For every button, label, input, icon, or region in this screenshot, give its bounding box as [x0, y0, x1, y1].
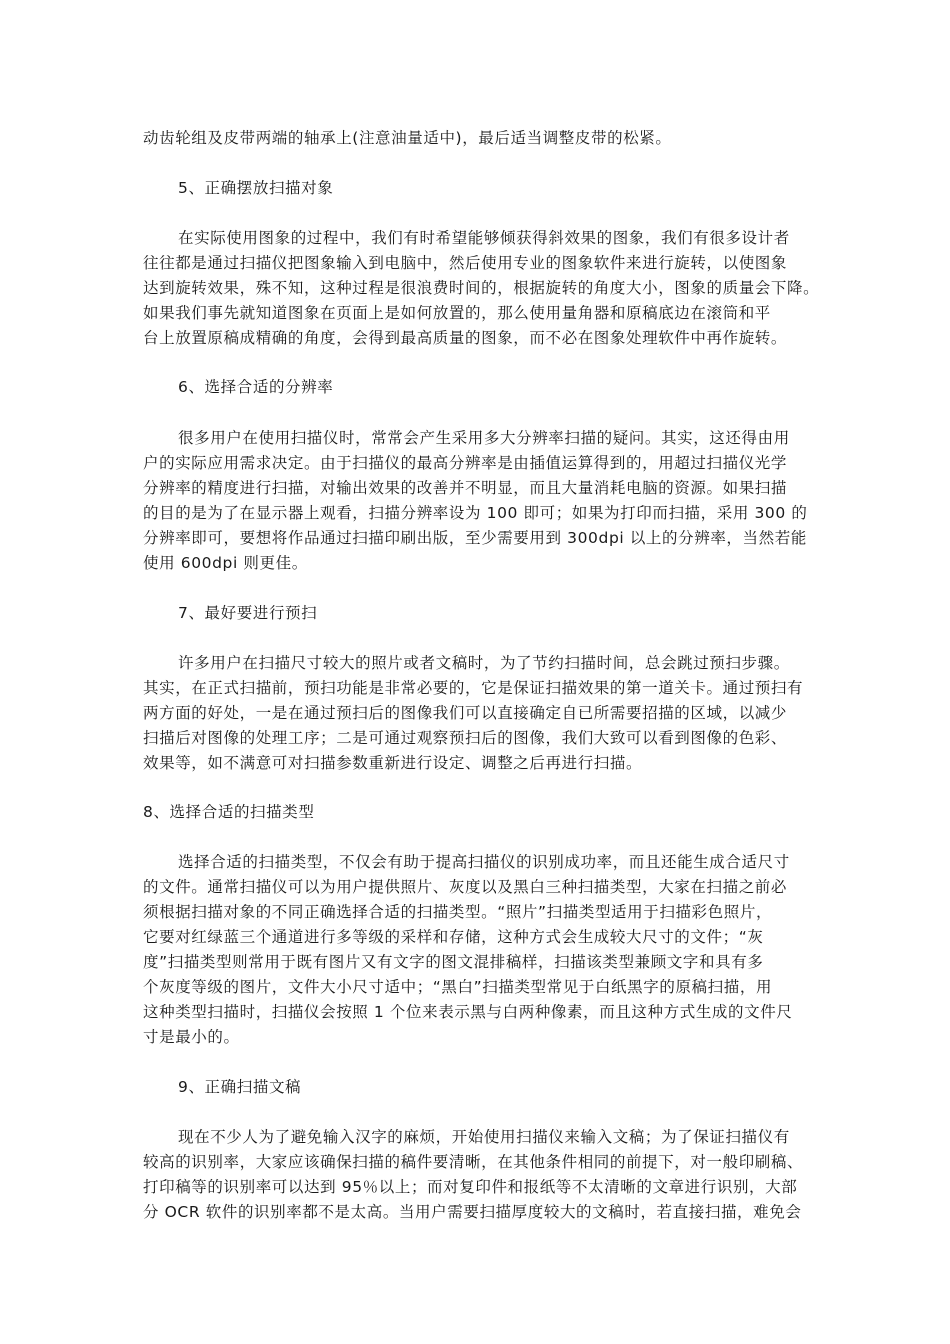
paragraph-line: 现在不少人为了避免输入汉字的麻烦，开始使用扫描仪来输入文稿；为了保证扫描仪有	[178, 1128, 790, 1146]
section-heading-8: 8、选择合适的扫描类型	[143, 803, 315, 821]
paragraph-line: 分辨率的精度进行扫描，对输出效果的改善并不明显，而且大量消耗电脑的资源。如果扫描	[143, 479, 788, 497]
paragraph-line: 分 OCR 软件的识别率都不是太高。当用户需要扫描厚度较大的文稿时，若直接扫描，难免会	[143, 1203, 802, 1221]
paragraph-line: 选择合适的扫描类型，不仅会有助于提高扫描仪的识别成功率，而且还能生成合适尺寸	[178, 853, 790, 871]
paragraph-line: 达到旋转效果，殊不知，这种过程是很浪费时间的，根据旋转的角度大小，图象的质量会下降。	[143, 279, 820, 297]
paragraph-line: 效果等，如不满意可对扫描参数重新进行设定、调整之后再进行扫描。	[143, 754, 643, 772]
paragraph-line: 在实际使用图象的过程中，我们有时希望能够倾获得斜效果的图象，我们有很多设计者	[178, 229, 790, 247]
paragraph-line: 使用 600dpi 则更佳。	[143, 554, 308, 572]
paragraph-line: 的文件。通常扫描仪可以为用户提供照片、灰度以及黑白三种扫描类型，大家在扫描之前必	[143, 878, 788, 896]
paragraph-line: 许多用户在扫描尺寸较大的照片或者文稿时，为了节约扫描时间，总会跳过预扫步骤。	[178, 654, 790, 672]
paragraph-line: 寸是最小的。	[143, 1028, 240, 1046]
paragraph-line: 度”扫描类型则常用于既有图片又有文字的图文混排稿样，扫描该类型兼顾文字和具有多	[143, 953, 764, 971]
section-heading-5: 5、正确摆放扫描对象	[178, 179, 334, 197]
paragraph-line: 其实，在正式扫描前，预扫功能是非常必要的，它是保证扫描效果的第一道关卡。通过预扫有	[143, 679, 804, 697]
paragraph-line: 须根据扫描对象的不同正确选择合适的扫描类型。“照片”扫描类型适用于扫描彩色照片，	[143, 903, 773, 921]
section-heading-7: 7、最好要进行预扫	[178, 604, 318, 622]
paragraph-line: 个灰度等级的图片，文件大小尺寸适中；“黑白”扫描类型常见于白纸黑字的原稿扫描，用	[143, 978, 773, 996]
paragraph-line: 打印稿等的识别率可以达到 95％以上；而对复印件和报纸等不太清晰的文章进行识别，大部	[143, 1178, 798, 1196]
paragraph-line: 的目的是为了在显示器上观看，扫描分辨率设为 100 即可；如果为打印而扫描，采用 300 的	[143, 504, 808, 522]
paragraph-line: 较高的识别率，大家应该确保扫描的稿件要清晰，在其他条件相同的前提下，对一般印刷稿、	[143, 1153, 804, 1171]
paragraph-line: 如果我们事先就知道图象在页面上是如何放置的，那么使用量角器和原稿底边在滚筒和平	[143, 304, 771, 322]
paragraph-line: 两方面的好处，一是在通过预扫后的图像我们可以直接确定自已所需要招描的区域，以减少	[143, 704, 788, 722]
paragraph-line: 户的实际应用需求决定。由于扫描仪的最高分辨率是由插值运算得到的，用超过扫描仪光学	[143, 454, 788, 472]
paragraph-line: 台上放置原稿成精确的角度，会得到最高质量的图象，而不必在图象处理软件中再作旋转。	[143, 329, 788, 347]
paragraph-line: 它要对红绿蓝三个通道进行多等级的采样和存储，这种方式会生成较大尺寸的文件；“灰	[143, 928, 764, 946]
section-heading-6: 6、选择合适的分辨率	[178, 378, 334, 396]
paragraph-line: 分辨率即可，要想将作品通过扫描印刷出版，至少需要用到 300dpi 以上的分辨率，当然若能	[143, 529, 807, 547]
paragraph-line: 往往都是通过扫描仪把图象输入到电脑中，然后使用专业的图象软件来进行旋转，以使图象	[143, 254, 788, 272]
paragraph-line: 扫描后对图像的处理工序；二是可通过观察预扫后的图像，我们大致可以看到图像的色彩、	[143, 729, 788, 747]
section-heading-9: 9、正确扫描文稿	[178, 1078, 302, 1096]
paragraph-line: 动齿轮组及皮带两端的轴承上(注意油量适中)，最后适当调整皮带的松紧。	[143, 129, 672, 147]
paragraph-line: 这种类型扫描时，扫描仪会按照 1 个位来表示黑与白两种像素，而且这种方式生成的文件尺	[143, 1003, 793, 1021]
paragraph-line: 很多用户在使用扫描仪时，常常会产生采用多大分辨率扫描的疑问。其实，这还得由用	[178, 429, 790, 447]
